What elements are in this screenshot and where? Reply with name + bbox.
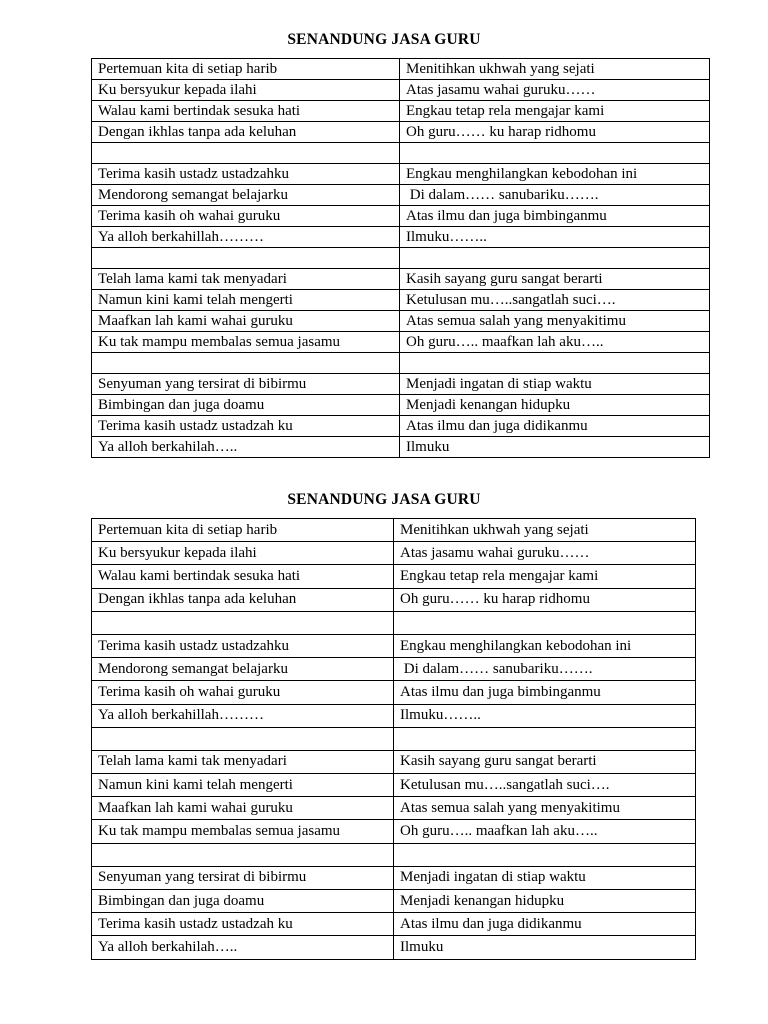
lyric-line-left: Terima kasih ustadz ustadzah ku [92,913,394,936]
lyric-row [92,122,710,143]
lyric-row [92,750,696,773]
lyric-row [92,634,696,657]
lyric-line-right [400,143,710,164]
lyric-line-right: Oh guru….. maafkan lah aku….. [394,820,696,843]
lyric-line-left: Mendorong semangat belajarku [92,185,400,206]
lyric-row [92,227,710,248]
lyric-line-right: Menitihkan ukhwah yang sejati [394,519,696,542]
lyric-line-left: Terima kasih ustadz ustadzahku [92,634,394,657]
lyric-line-right: Menjadi kenangan hidupku [400,395,710,416]
lyric-line-left [92,843,394,866]
stanza-spacer-row [92,727,696,750]
lyric-line-left [92,143,400,164]
lyric-line-left: Senyuman yang tersirat di bibirmu [92,374,400,395]
lyric-line-left [92,353,400,374]
lyric-row [92,206,710,227]
lyric-line-right: Kasih sayang guru sangat berarti [394,750,696,773]
lyric-line-left: Dengan ikhlas tanpa ada keluhan [92,588,394,611]
lyric-row [92,588,696,611]
lyric-line-right [394,843,696,866]
lyric-line-left: Telah lama kami tak menyadari [92,269,400,290]
lyric-line-left: Walau kami bertindak sesuka hati [92,101,400,122]
lyric-row [92,290,710,311]
stanza-spacer-row [92,611,696,634]
lyric-line-right: Engkau tetap rela mengajar kami [400,101,710,122]
lyric-line-left: Senyuman yang tersirat di bibirmu [92,866,394,889]
lyric-row [92,185,710,206]
lyric-line-right: Engkau menghilangkan kebodohan ini [400,164,710,185]
lyric-line-left: Telah lama kami tak menyadari [92,750,394,773]
lyric-row [92,658,696,681]
lyric-line-left: Pertemuan kita di setiap harib [92,519,394,542]
lyric-row [92,437,710,458]
lyric-line-left: Namun kini kami telah mengerti [92,290,400,311]
lyric-line-right: Di dalam…… sanubariku……. [394,658,696,681]
lyric-line-left: Dengan ikhlas tanpa ada keluhan [92,122,400,143]
lyrics-table-2 [91,518,696,960]
lyric-row [92,80,710,101]
lyric-line-left: Terima kasih ustadz ustadzahku [92,164,400,185]
lyric-row [92,519,696,542]
lyric-row [92,890,696,913]
lyric-row [92,395,710,416]
lyric-line-left: Mendorong semangat belajarku [92,658,394,681]
lyric-row [92,681,696,704]
lyric-line-right: Ilmuku [400,437,710,458]
lyric-row [92,164,710,185]
lyric-line-left [92,248,400,269]
lyric-row [92,936,696,959]
lyric-line-left: Maafkan lah kami wahai guruku [92,311,400,332]
lyric-line-right: Atas semua salah yang menyakitimu [400,311,710,332]
lyric-line-right: Kasih sayang guru sangat berarti [400,269,710,290]
lyric-line-right: Oh guru….. maafkan lah aku….. [400,332,710,353]
lyric-line-left: Maafkan lah kami wahai guruku [92,797,394,820]
lyric-line-left: Ya alloh berkahilah….. [92,437,400,458]
lyric-line-right: Menjadi ingatan di stiap waktu [394,866,696,889]
stanza-spacer-row [92,843,696,866]
lyric-line-left: Namun kini kami telah mengerti [92,774,394,797]
lyric-row [92,542,696,565]
lyric-line-left: Ya alloh berkahillah……… [92,227,400,248]
stanza-spacer-row [92,143,710,164]
lyric-row [92,332,710,353]
lyric-line-left: Terima kasih oh wahai guruku [92,681,394,704]
lyric-row [92,820,696,843]
lyric-line-left: Ya alloh berkahilah….. [92,936,394,959]
lyric-line-left [92,727,394,750]
lyric-line-right: Engkau menghilangkan kebodohan ini [394,634,696,657]
lyric-row [92,269,710,290]
lyric-row [92,565,696,588]
section-1-title: SENANDUNG JASA GURU [287,31,481,48]
lyric-row [92,101,710,122]
lyric-row [92,416,710,437]
lyric-line-right: Engkau tetap rela mengajar kami [394,565,696,588]
lyric-line-right: Di dalam…… sanubariku……. [400,185,710,206]
lyric-line-right: Menitihkan ukhwah yang sejati [400,59,710,80]
lyric-line-right: Oh guru…… ku harap ridhomu [400,122,710,143]
lyric-line-right: Menjadi ingatan di stiap waktu [400,374,710,395]
lyric-line-right: Ilmuku…….. [400,227,710,248]
lyric-line-right [400,248,710,269]
lyric-row [92,59,710,80]
lyric-line-right: Ketulusan mu…..sangatlah suci…. [394,774,696,797]
lyric-line-left: Ku tak mampu membalas semua jasamu [92,820,394,843]
lyric-line-left [92,611,394,634]
lyric-line-right: Atas jasamu wahai guruku…… [400,80,710,101]
lyric-line-right: Ketulusan mu…..sangatlah suci…. [400,290,710,311]
lyric-line-right: Atas ilmu dan juga didikanmu [394,913,696,936]
lyric-line-left: Ku bersyukur kepada ilahi [92,542,394,565]
lyric-line-left: Terima kasih oh wahai guruku [92,206,400,227]
lyric-line-right [394,611,696,634]
lyric-line-left: Ku bersyukur kepada ilahi [92,80,400,101]
lyrics-table-1 [91,58,710,458]
lyric-line-right: Oh guru…… ku harap ridhomu [394,588,696,611]
stanza-spacer-row [92,353,710,374]
lyric-row [92,311,710,332]
lyric-line-right [400,353,710,374]
lyric-line-right: Atas jasamu wahai guruku…… [394,542,696,565]
lyric-line-right: Atas semua salah yang menyakitimu [394,797,696,820]
lyric-line-left: Ya alloh berkahillah……… [92,704,394,727]
lyric-line-right: Ilmuku…….. [394,704,696,727]
lyric-line-left: Ku tak mampu membalas semua jasamu [92,332,400,353]
lyric-line-right [394,727,696,750]
lyric-row [92,797,696,820]
lyric-line-left: Pertemuan kita di setiap harib [92,59,400,80]
lyric-row [92,866,696,889]
lyric-row [92,374,710,395]
lyric-line-left: Terima kasih ustadz ustadzah ku [92,416,400,437]
lyric-row [92,913,696,936]
lyric-line-right: Atas ilmu dan juga bimbinganmu [400,206,710,227]
lyric-line-left: Walau kami bertindak sesuka hati [92,565,394,588]
stanza-spacer-row [92,248,710,269]
lyric-line-left: Bimbingan dan juga doamu [92,395,400,416]
lyric-line-left: Bimbingan dan juga doamu [92,890,394,913]
lyric-line-right: Menjadi kenangan hidupku [394,890,696,913]
lyric-line-right: Atas ilmu dan juga didikanmu [400,416,710,437]
lyric-line-right: Ilmuku [394,936,696,959]
section-2-title: SENANDUNG JASA GURU [287,491,481,508]
lyric-line-right: Atas ilmu dan juga bimbinganmu [394,681,696,704]
lyric-row [92,774,696,797]
lyric-row [92,704,696,727]
